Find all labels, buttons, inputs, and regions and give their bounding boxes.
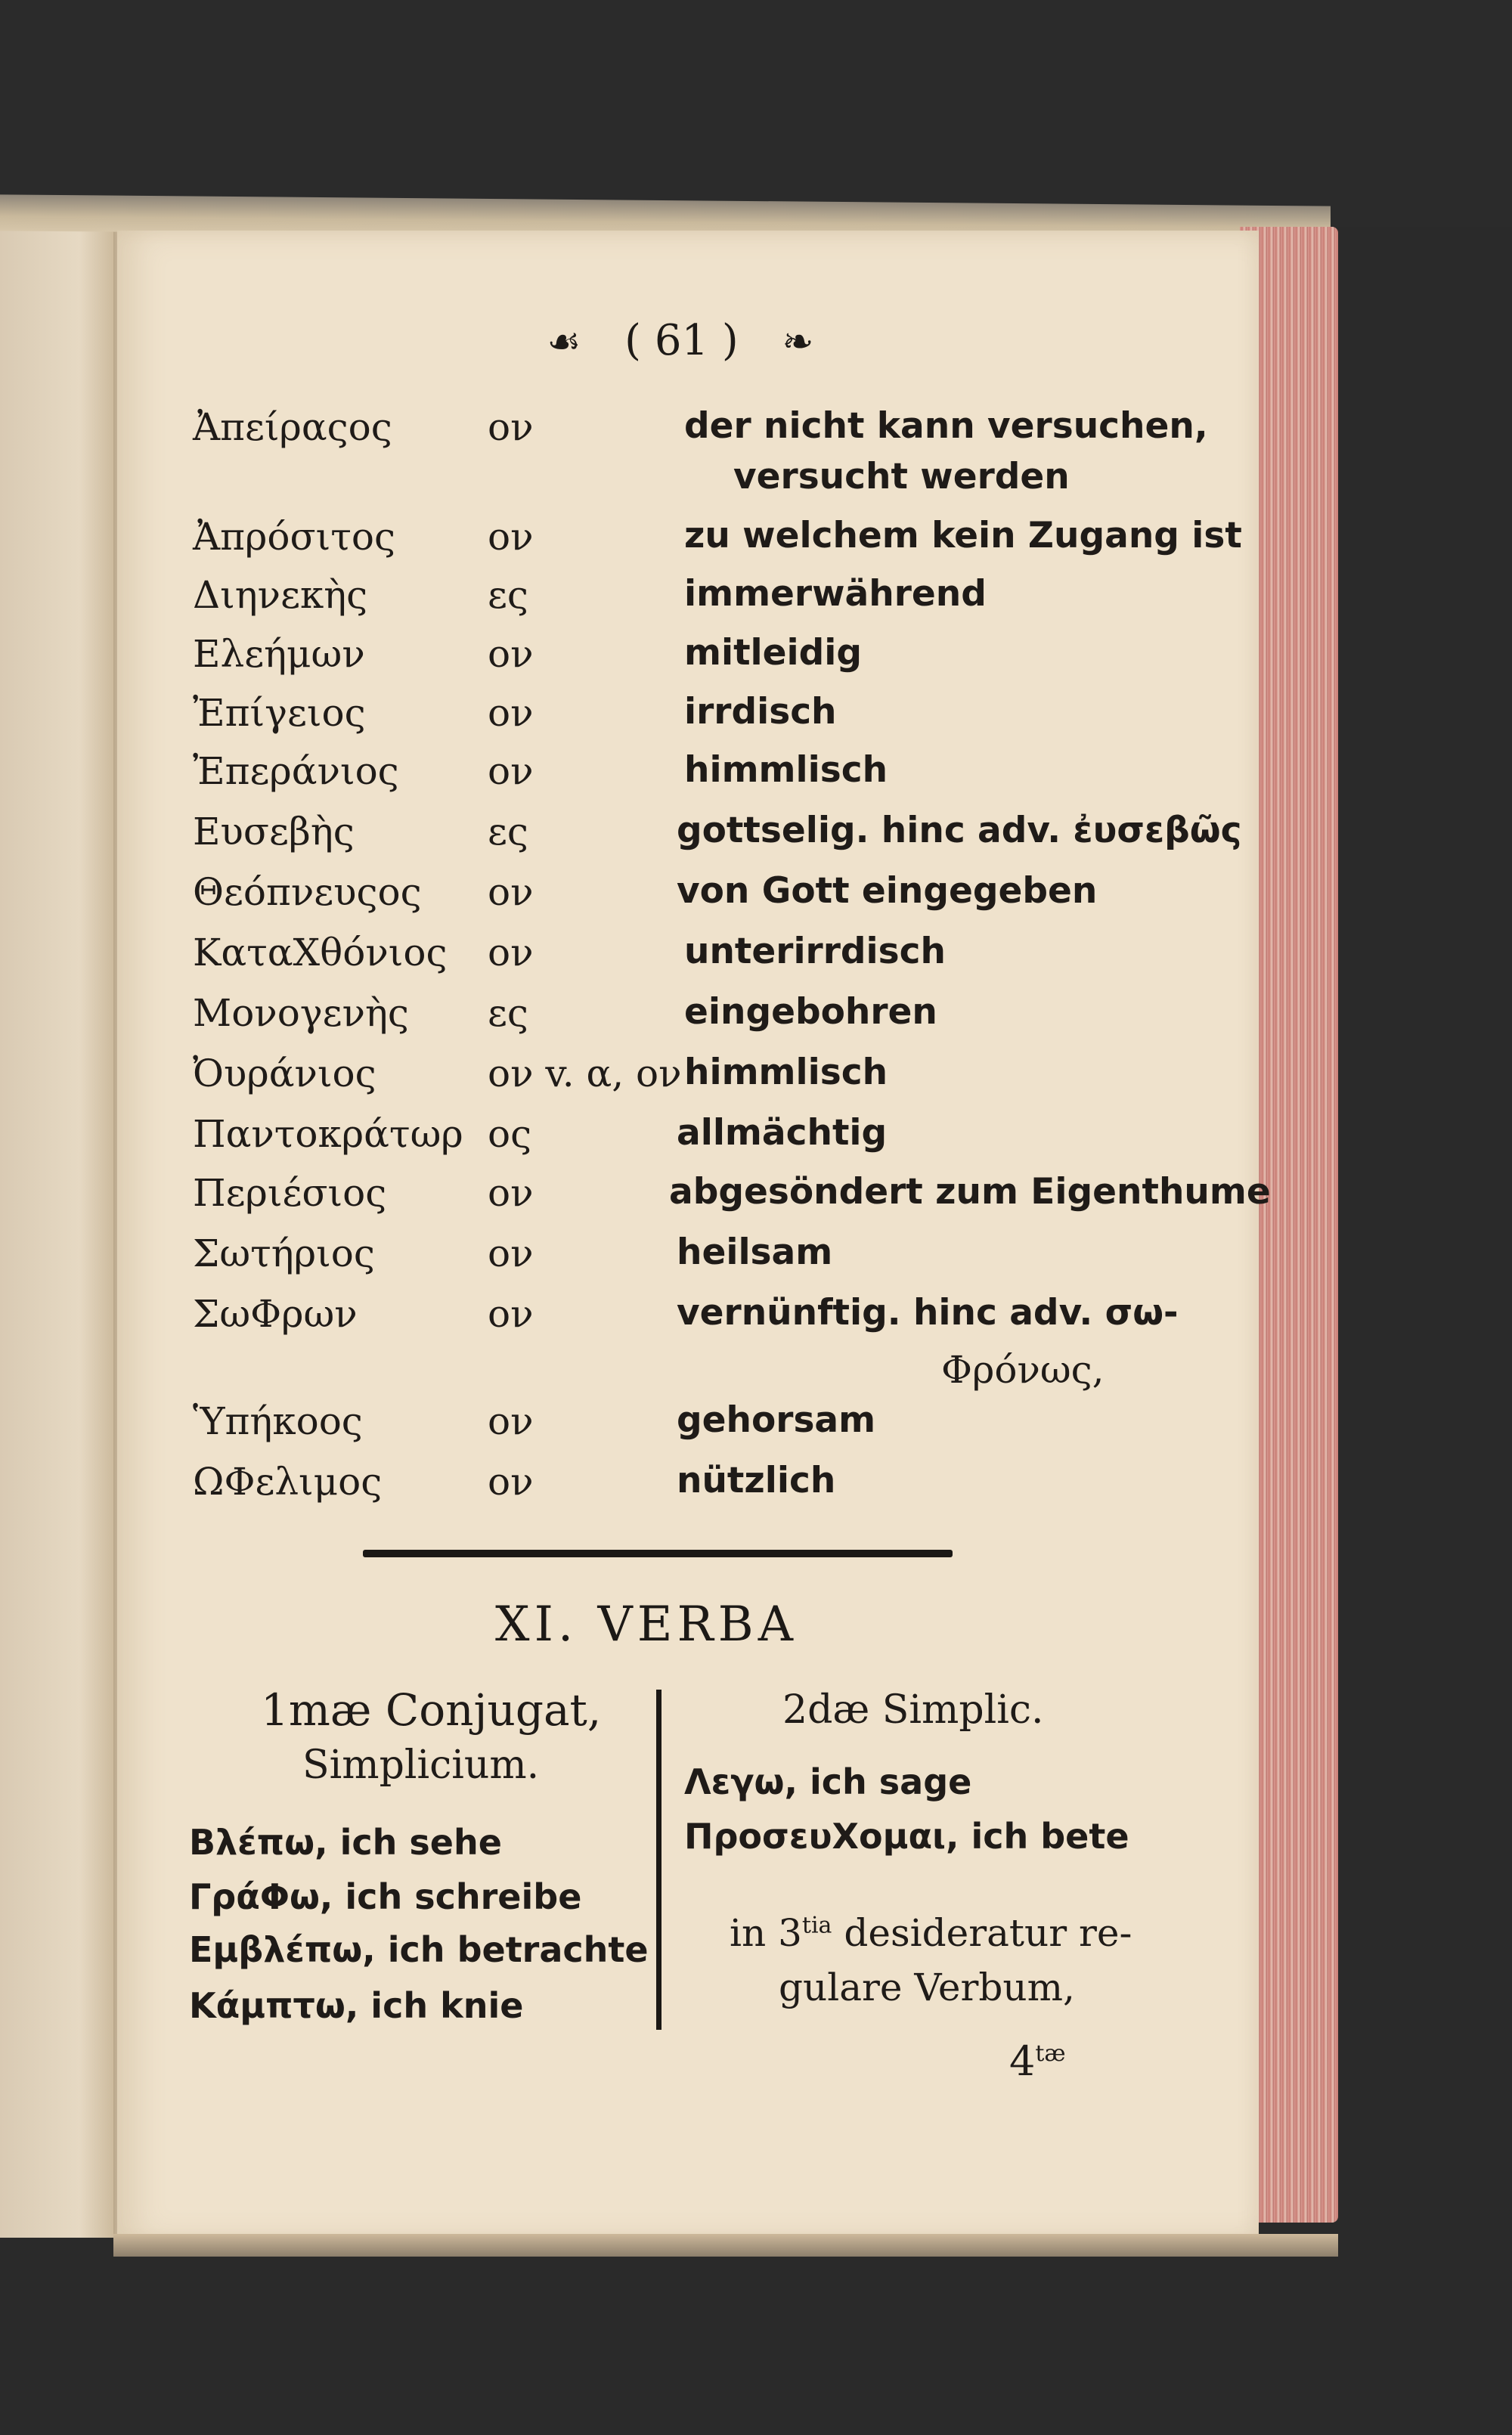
german-meaning: zu welchem kein Zugang ist (684, 515, 1242, 556)
german-meaning: eingebohren (684, 991, 937, 1033)
catchword (1009, 2037, 1066, 2085)
ending: ες (488, 810, 528, 853)
greek-word: Ελεήμων (193, 632, 365, 676)
greek-word: Ἀπείραςος (193, 405, 392, 449)
verb-item: ΓράΦω, ich schreibe (189, 1876, 582, 1917)
column-divider (656, 1690, 662, 2030)
ending: ον (488, 515, 534, 559)
german-meaning: gehorsam (677, 1399, 876, 1441)
note-line: gulare Verbum, (779, 1966, 1075, 2009)
ending: ον (488, 1292, 534, 1336)
german-meaning: immerwährend (684, 573, 987, 615)
greek-word: Περιέσιος (193, 1171, 387, 1215)
greek-word: Σωτήριος (193, 1231, 375, 1275)
note-line (730, 1911, 1132, 1955)
left-ornament: ☙ (547, 320, 581, 364)
note-superscript: tia (801, 1912, 832, 1939)
german-meaning: nützlich (677, 1460, 836, 1501)
ending: ον (488, 1171, 534, 1215)
book-bottom-edge (113, 2234, 1338, 2257)
verb-item: Εμβλέπω, ich betrachte (189, 1929, 649, 1970)
german-meaning: unterirrdisch (684, 931, 946, 972)
ending: ον (488, 405, 534, 449)
verb-item: ΠροσευΧομαι, ich bete (684, 1816, 1129, 1857)
section-title: XI. VERBA (495, 1597, 798, 1653)
german-meaning: allmächtig (677, 1112, 888, 1154)
german-meaning: der nicht kann versuchen, (684, 405, 1208, 447)
german-meaning: gottselig. hinc adv. ἐυσεβῶς (677, 810, 1242, 851)
right-ornament: ❧ (782, 320, 814, 364)
ending: ες (488, 573, 528, 617)
left-column-subheading: Simplicium. (302, 1743, 540, 1788)
catchword-superscript: tæ (1035, 2040, 1066, 2067)
ending: ον (488, 1399, 534, 1443)
verb-item: Λεγω, ich sage (684, 1761, 972, 1802)
greek-word: Ἐπίγειος (193, 691, 366, 735)
greek-word: Ευσεβὴς (193, 810, 355, 853)
ending: ον (488, 632, 534, 676)
right-column-heading: 2dæ Simplic. (782, 1687, 1044, 1733)
greek-word: Ἀπρόσιτος (193, 515, 395, 559)
ending: ον (488, 1460, 534, 1504)
verb-item: Κάμπτω, ich knie (189, 1985, 524, 2026)
german-meaning: himmlisch (684, 749, 888, 791)
note-text: desideratur re- (832, 1911, 1132, 1955)
ending: ον (488, 691, 534, 735)
greek-word: Παντοκράτωρ (193, 1112, 463, 1156)
greek-word: ΩΦελιμος (193, 1460, 383, 1504)
catchword-number: 4 (1009, 2037, 1036, 2085)
ending: ον (488, 931, 534, 974)
german-meaning: himmlisch (684, 1052, 888, 1093)
greek-word: ΣωΦρων (193, 1292, 358, 1336)
background-top (0, 0, 1512, 227)
greek-word: Ἐπεράνιος (193, 749, 399, 793)
left-column-heading: 1mæ Conjugat, (261, 1684, 602, 1736)
left-page (0, 219, 116, 2238)
german-meaning: irrdisch (684, 691, 837, 733)
continuation-line: Φρόνως, (941, 1348, 1105, 1392)
greek-word: Διηνεκὴς (193, 573, 368, 617)
greek-word: Θεόπνευςος (193, 870, 422, 914)
german-meaning: von Gott eingegeben (677, 870, 1098, 912)
german-meaning: vernünftig. hinc adv. σω- (677, 1292, 1179, 1334)
ending: ον (488, 749, 534, 793)
page-header (491, 316, 869, 376)
greek-word: Ὑπήκοος (193, 1399, 363, 1443)
note-text: in 3 (730, 1911, 802, 1955)
ending: ον (488, 870, 534, 914)
german-meaning: heilsam (677, 1231, 833, 1273)
continuation-line: versucht werden (733, 456, 1070, 497)
verb-item: Βλέπω, ich sehe (189, 1822, 502, 1863)
ending: ον v. α, ον (488, 1052, 682, 1095)
ending: ες (488, 991, 528, 1035)
german-meaning: abgesöndert zum Eigenthume (669, 1171, 1271, 1213)
german-meaning: mitleidig (684, 632, 863, 674)
greek-word: Ὀυράνιος (193, 1052, 376, 1095)
ending: ος (488, 1112, 532, 1156)
greek-word: Μονογενὴς (193, 991, 409, 1035)
page-number: ( 61 ) (624, 316, 739, 365)
ending: ον (488, 1231, 534, 1275)
greek-word: ΚαταΧθόνιος (193, 931, 448, 974)
section-divider (363, 1550, 953, 1557)
